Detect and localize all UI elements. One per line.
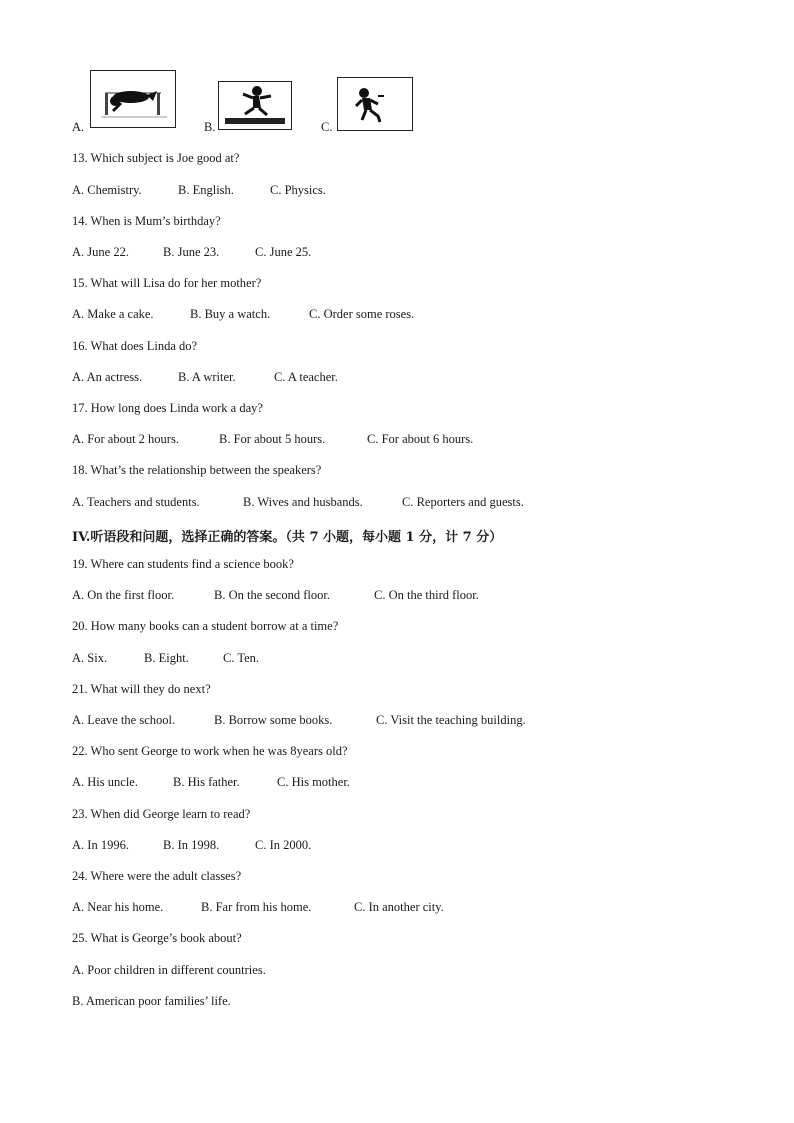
q23-option-c[interactable]: C. In 2000. bbox=[255, 838, 312, 852]
q15-option-a[interactable]: A. Make a cake. bbox=[72, 307, 154, 321]
q16-option-c[interactable]: C. A teacher. bbox=[274, 370, 338, 384]
q15-option-c[interactable]: C. Order some roses. bbox=[309, 307, 415, 321]
q21-option-b[interactable]: B. Borrow some books. bbox=[214, 713, 333, 727]
q15-option-b[interactable]: B. Buy a watch. bbox=[190, 307, 271, 321]
section-heading-iv: IV.听语段和问题，选择正确的答案。（共 7 小题，每小题 1 分，计 7 分） bbox=[72, 530, 503, 545]
q20-option-b[interactable]: B. Eight. bbox=[144, 651, 189, 665]
q21-option-c[interactable]: C. Visit the teaching building. bbox=[376, 713, 526, 727]
q16-option-a[interactable]: A. An actress. bbox=[72, 370, 143, 384]
long-jump-icon bbox=[219, 82, 291, 129]
question-13: 13. Which subject is Joe good at? bbox=[72, 151, 240, 165]
q14-option-a[interactable]: A. June 22. bbox=[72, 245, 129, 259]
q22-option-c[interactable]: C. His mother. bbox=[277, 775, 350, 789]
question-24: 24. Where were the adult classes? bbox=[72, 869, 242, 883]
q18-option-c[interactable]: C. Reporters and guests. bbox=[402, 495, 524, 509]
q18-option-b[interactable]: B. Wives and husbands. bbox=[243, 495, 363, 509]
q23-option-b[interactable]: B. In 1998. bbox=[163, 838, 220, 852]
q20-option-c[interactable]: C. Ten. bbox=[223, 651, 260, 665]
q19-option-c[interactable]: C. On the third floor. bbox=[374, 588, 479, 602]
q24-option-c[interactable]: C. In another city. bbox=[354, 900, 444, 914]
question-16: 16. What does Linda do? bbox=[72, 339, 198, 353]
q25-option-a[interactable]: A. Poor children in different countries. bbox=[72, 963, 266, 977]
q17-option-c[interactable]: C. For about 6 hours. bbox=[367, 432, 474, 446]
question-23: 23. When did George learn to read? bbox=[72, 807, 251, 821]
q16-option-b[interactable]: B. A writer. bbox=[178, 370, 236, 384]
question-15: 15. What will Lisa do for her mother? bbox=[72, 276, 262, 290]
picture-option-c-label: C. bbox=[321, 120, 333, 134]
picture-option-a-label: A. bbox=[72, 120, 85, 134]
running-icon bbox=[338, 78, 412, 130]
high-jump-picture[interactable] bbox=[90, 70, 176, 128]
q13-option-b[interactable]: B. English. bbox=[178, 183, 234, 197]
q14-option-b[interactable]: B. June 23. bbox=[163, 245, 220, 259]
high-jump-icon bbox=[91, 71, 175, 127]
question-18: 18. What’s the relationship between the speakers? bbox=[72, 463, 322, 477]
q22-option-b[interactable]: B. His father. bbox=[173, 775, 240, 789]
running-picture[interactable] bbox=[337, 77, 413, 131]
question-20: 20. How many books can a student borrow at a time? bbox=[72, 619, 339, 633]
q25-option-b[interactable]: B. American poor families’ life. bbox=[72, 994, 231, 1008]
question-22: 22. Who sent George to work when he was 8years old? bbox=[72, 744, 348, 758]
question-25: 25. What is George’s book about? bbox=[72, 931, 242, 945]
q19-option-a[interactable]: A. On the first floor. bbox=[72, 588, 175, 602]
long-jump-picture[interactable] bbox=[218, 81, 292, 130]
q17-option-a[interactable]: A. For about 2 hours. bbox=[72, 432, 179, 446]
q22-option-a[interactable]: A. His uncle. bbox=[72, 775, 138, 789]
q20-option-a[interactable]: A. Six. bbox=[72, 651, 108, 665]
q24-option-a[interactable]: A. Near his home. bbox=[72, 900, 164, 914]
question-14: 14. When is Mum’s birthday? bbox=[72, 214, 221, 228]
q23-option-a[interactable]: A. In 1996. bbox=[72, 838, 129, 852]
question-17: 17. How long does Linda work a day? bbox=[72, 401, 263, 415]
question-19: 19. Where can students find a science book? bbox=[72, 557, 294, 571]
question-21: 21. What will they do next? bbox=[72, 682, 211, 696]
q18-option-a[interactable]: A. Teachers and students. bbox=[72, 495, 200, 509]
q13-option-a[interactable]: A. Chemistry. bbox=[72, 183, 142, 197]
picture-options bbox=[72, 68, 472, 138]
q19-option-b[interactable]: B. On the second floor. bbox=[214, 588, 330, 602]
q14-option-c[interactable]: C. June 25. bbox=[255, 245, 312, 259]
q21-option-a[interactable]: A. Leave the school. bbox=[72, 713, 176, 727]
q13-option-c[interactable]: C. Physics. bbox=[270, 183, 326, 197]
q17-option-b[interactable]: B. For about 5 hours. bbox=[219, 432, 326, 446]
q24-option-b[interactable]: B. Far from his home. bbox=[201, 900, 312, 914]
picture-option-b-label: B. bbox=[204, 120, 216, 134]
